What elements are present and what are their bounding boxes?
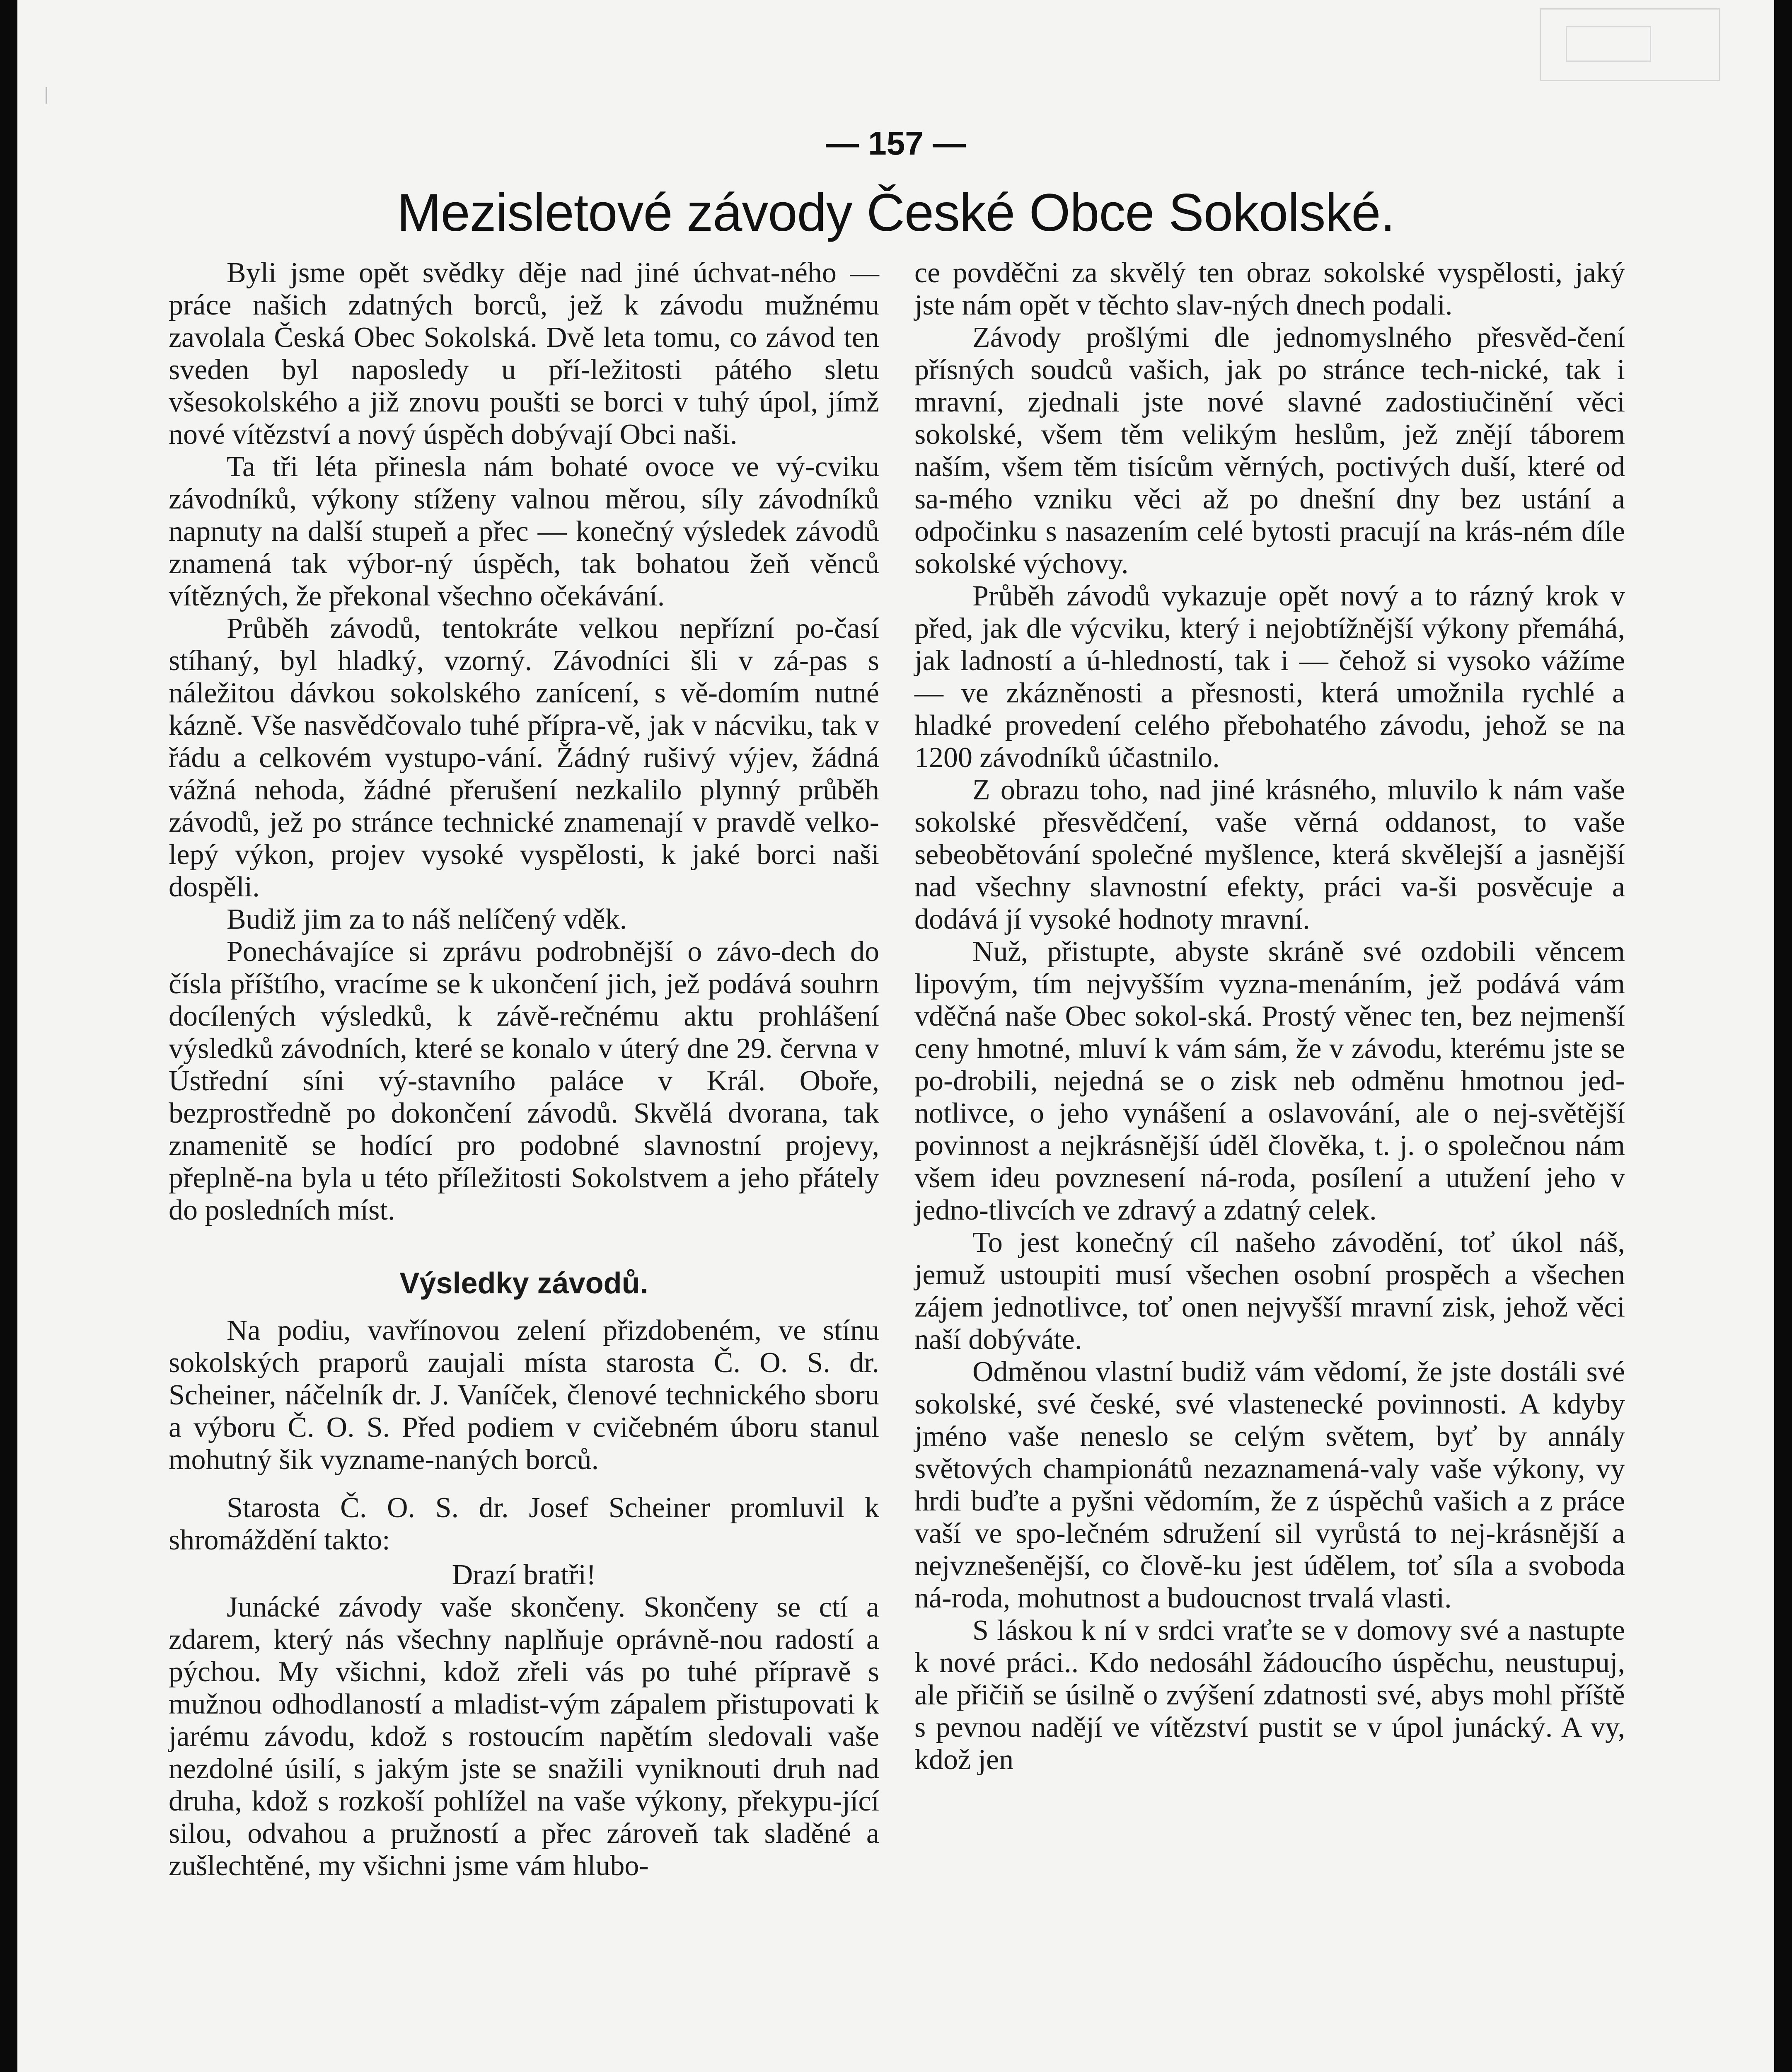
article-title: Mezisletové závody České Obce Sokolské. bbox=[397, 183, 1395, 242]
library-stamp bbox=[1540, 8, 1720, 81]
document-page bbox=[17, 0, 1774, 2072]
paragraph: Odměnou vlastní budiž vám vědomí, že jste dostáli své sokolské, své české, své vlastenecké povinnosti. A kdyby jméno vaše neneslo se celým světem, byť by annály světových championátů nezaznamená-valy vaše výkony, vy hrdi buďte a pyšni vědomím, že z úspěchů vašich a z práce vaší ve spo-lečném sdružení sil vyrůstá to nej-krásnější a nejvznešenější, co člově-ku jest údělem, toť síla a svoboda ná-roda, mohutnost a budoucnost trvalá vlasti. bbox=[914, 1356, 1625, 1614]
paragraph: Průběh závodů vykazuje opět nový a to rázný krok v před, jak dle výcviku, který i nejobtížnější výkony přemáhá, jak ladností a ú-hledností, tak i — čehož si vysoko vážíme — ve zkázněnosti a přesnosti, která umožnila rychlé a hladké provedení celého přebohatého závodu, jehož se na 1200 závodníků účastnilo. bbox=[914, 580, 1625, 774]
paragraph: Ta tři léta přinesla nám bohaté ovoce ve vý-cviku závodníků, výkony stíženy valnou měrou, síly závodníků napnuty na další stupeň a přec — konečný výsledek závodů znamená tak výbor-ný úspěch, tak bohatou žeň věnců vítězných, že překonal všechno očekávání. bbox=[169, 451, 879, 612]
page-number: — 157 — bbox=[826, 125, 966, 162]
paragraph: Junácké závody vaše skončeny. Skončeny se ctí a zdarem, který nás všechny naplňuje oprávně-nou radostí a pýchou. My všichni, kdož zřeli vás po tuhé přípravě s mužnou odhodlaností a mladist-vým zápalem přistupovati k jarému závodu, kdož s rostoucím napětím sledovali vaše nezdolné úsilí, s jakým jste se snažili vyniknouti druh nad druha, kdož s rozkoší pohlížel na vaše výkony, překypu-jící silou, odvahou a pružností a přec zároveň tak sladěné a zušlechtěné, my všichni jsme vám hlubo- bbox=[169, 1591, 879, 1882]
paragraph: Starosta Č. O. S. dr. Josef Scheiner promluvil k shromáždění takto: bbox=[169, 1492, 879, 1556]
paragraph: Ponechávajíce si zprávu podrobnější o závo-dech do čísla příštího, vracíme se k ukončení jich, jež podává souhrn docílených výsledků, k závě-rečnému aktu prohlášení výsledků závodních, které se konalo v úterý dne 29. června v Ústřední síni vý-stavního paláce v Král. Obořе, bezprostředně po dokončení závodů. Skvělá dvorana, tak znamenitě se hodící pro podobné slavnostní projevy, přeplně-na byla u této příležitosti Sokolstvem a jeho přátely do posledních míst. bbox=[169, 936, 879, 1226]
paragraph: To jest konečný cíl našeho závodění, toť úkol náš, jemuž ustoupiti musí všechen osobní prospěch a všechen zájem jednotlivce, toť onen nejvyšší mravní zisk, jehož věci naší dobýváte. bbox=[914, 1227, 1625, 1356]
paragraph: Průběh závodů, tentokráte velkou nepřízní po-časí stíhaný, byl hladký, vzorný. Závodníci šli v zá-pas s náležitou dávkou sokolského zanícení, s vě-domím nutné kázně. Vše nasvědčovalo tuhé přípra-vě, jak v nácviku, tak v řádu a celkovém vystupo-vání. Žádný rušivý výjev, žádná vážná nehoda, žádné přerušení nezkalilo plynný průběh závodů, jež po stránce technické znamenají v pravdě velko-lepý výkon, projev vysoké vyspělosti, k jaké borci naši dospěli. bbox=[169, 612, 879, 903]
right-column bbox=[914, 257, 1625, 1776]
paragraph: Závody prošlými dle jednomyslného přesvěd-čení přísných soudců vašich, jak po stránce tech-nické, tak i mravní, zjednali jste nové slavné zadostiučinění věci sokolské, všem těm velikým heslům, jež znějí táborem naším, všem těm tisícům věrných, poctivých duší, které od sa-mého vzniku věci až po dnešní dny bez ustání a odpočinku s nasazením celé bytosti pracují na krás-ném díle sokolské výchovy. bbox=[914, 322, 1625, 580]
paragraph: Z obrazu toho, nad jiné krásného, mluvilo k nám vaše sokolské přesvědčení, vaše věrná oddanost, to vaše sebeobětování společné myšlence, která skvělejší a jasnější nad všechny slavnostní efekty, práci va-ši posvěcuje a dodává jí vysoké hodnoty mravní. bbox=[914, 774, 1625, 935]
salutation: Drazí bratři! bbox=[452, 1559, 596, 1591]
paragraph: Na podiu, vavřínovou zelení přizdobeném, ve stínu sokolských praporů zaujali místa starosta Č. O. S. dr. Scheiner, náčelník dr. J. Vaníček, členové technického sboru a výboru Č. O. S. Před podiem v cvičebném úboru stanul mohutný šik vyzname-naných borců. bbox=[169, 1314, 879, 1476]
paragraph: ce povděčni za skvělý ten obraz sokolské vyspělosti, jaký jste nám opět v těchto slav-ných dnech podali. bbox=[914, 257, 1625, 321]
scan-artifact bbox=[46, 87, 47, 104]
left-column bbox=[169, 257, 879, 1882]
paragraph: Byli jsme opět svědky děje nad jiné úchvat-ného — práce našich zdatných borců, jež k závodu mužnému zavolala Česká Obec Sokolská. Dvě leta tomu, co závod ten sveden byl naposledy u pří-ležitosti pátého sletu všesokolského a již znovu poušti se borci v tuhý úpol, jímž nové vítězství a nový úspěch dobývají Obci naši. bbox=[169, 257, 879, 450]
paragraph: Nuž, přistupte, abyste skráně své ozdobili věncem lipovým, tím nejvyšším vyzna-menáním, jež podává vám vděčná naše Obec sokol-ská. Prostý věnec ten, bez nejmenší ceny hmotné, mluví k vám sám, že v závodu, kterému jste se po-drobili, nejedná se o zisk neb odměnu hmotnou jed-notlivce, o jeho vynášení a oslavování, ale o nej-světější povinnost a nejkrásnější úděl člověka, t. j. o společnou nám všem ideu povznesení ná-roda, posílení a utužení jeho v jedno-tlivcích ve zdravý a zdatný celek. bbox=[914, 936, 1625, 1226]
section-heading: Výsledky závodů. bbox=[399, 1267, 648, 1300]
paragraph: S láskou k ní v srdci vraťte se v domovy své a nastupte k nové práci.. Kdo nedosáhl žádoucího úspěchu, neustupuj, ale přičiň se úsilně o zvýšení zdatnosti své, abys mohl příště s pevnou nadějí ve vítězství pustit se v úpol junácký. A vy, kdož jen bbox=[914, 1615, 1625, 1776]
paragraph: Budiž jim za to náš nelíčený vděk. bbox=[227, 903, 627, 935]
